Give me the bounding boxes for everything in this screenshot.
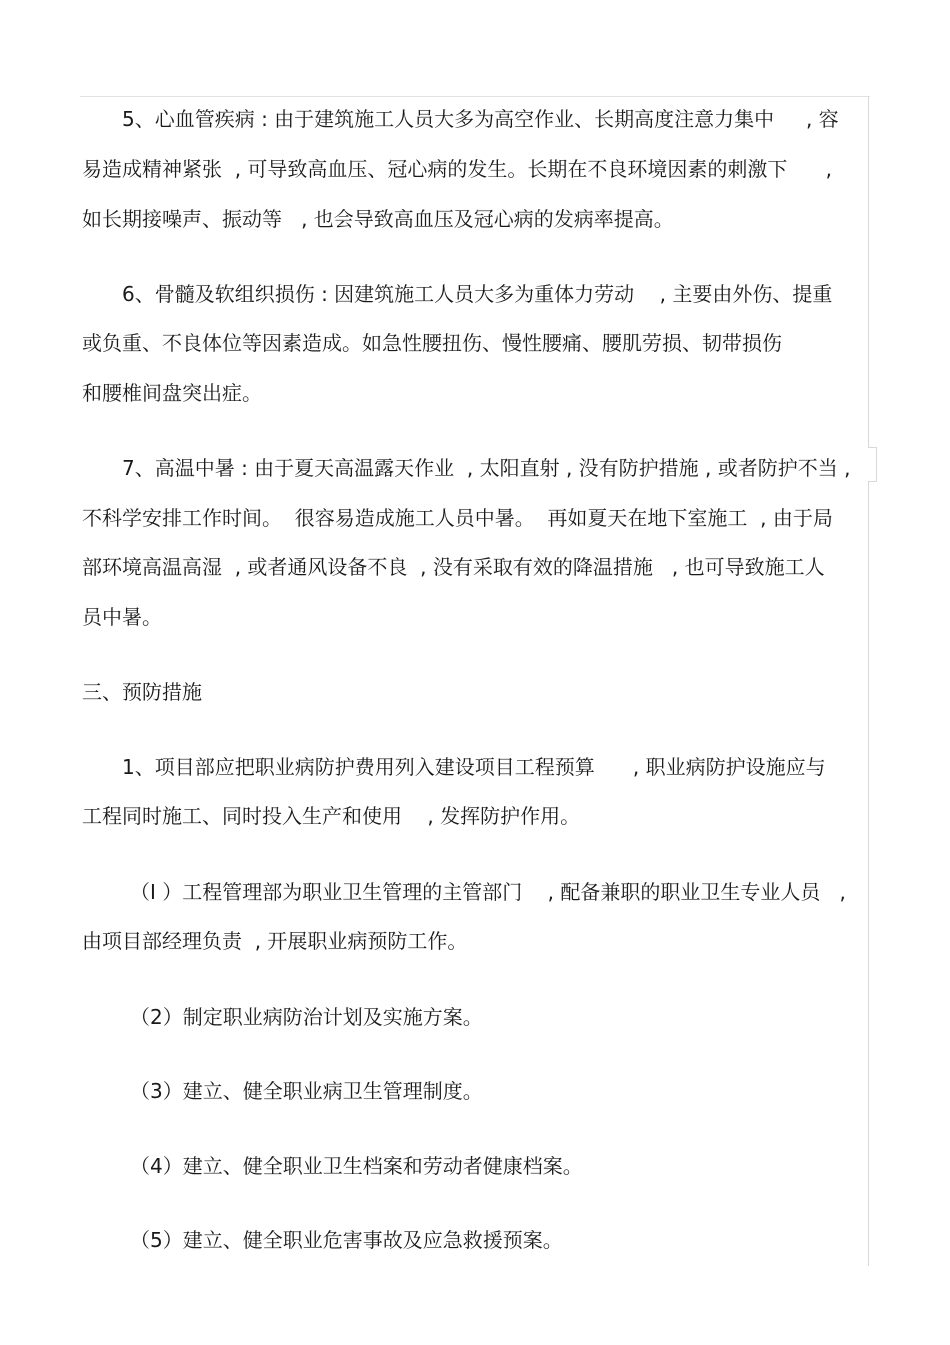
para-7-line-2: 不科学安排工作时间。 很容易造成施工人员中暑。 再如夏天在地下室施工 , 由于局 (82, 506, 833, 530)
sub-item-3: （3）建立、健全职业病卫生管理制度。 (130, 1079, 483, 1103)
para-7-line-1: 7、高温中暑 : 由于夏天高温露天作业 , 太阳直射 , 没有防护措施 , 或者防护不当 , (122, 456, 851, 480)
item-1-line-2: 工程同时施工、同时投入生产和使用 , 发挥防护作用。 (82, 804, 581, 828)
para-5-line-2: 易造成精神紧张 , 可导致高血压、冠心病的发生。长期在不良环境因素的刺激下 , (82, 157, 832, 181)
page-border-notch (868, 447, 877, 482)
para-5-line-1: 5、心血管疾病 : 由于建筑施工人员大多为高空作业、长期高度注意力集中 , 容 (122, 107, 839, 131)
page-border-top (80, 96, 870, 97)
page-border-right (868, 96, 869, 1266)
sub-item-2: （2）制定职业病防治计划及实施方案。 (130, 1005, 483, 1029)
para-7-line-4: 员中暑。 (82, 605, 162, 629)
section-heading-prevention: 三、预防措施 (82, 680, 202, 704)
para-7-line-3: 部环境高温高湿 , 或者通风设备不良 , 没有采取有效的降温措施 , 也可导致施工人 (82, 555, 825, 579)
item-1-line-1: 1、项目部应把职业病防护费用列入建设项目工程预算 , 职业病防护设施应与 (122, 755, 826, 779)
para-6-line-1: 6、骨髓及软组织损伤 : 因建筑施工人员大多为重体力劳动 , 主要由外伤、提重 (122, 282, 833, 306)
sub-item-4: （4）建立、健全职业卫生档案和劳动者健康档案。 (130, 1154, 583, 1178)
para-6-line-3: 和腰椎间盘突出症。 (82, 381, 262, 405)
para-5-line-3: 如长期接噪声、振动等 , 也会导致高血压及冠心病的发病率提高。 (82, 207, 674, 231)
sub-item-1-line-2: 由项目部经理负责 , 开展职业病预防工作。 (82, 929, 468, 953)
para-6-line-2: 或负重、不良体位等因素造成。如急性腰扭伤、慢性腰痛、腰肌劳损、韧带损伤 (82, 331, 782, 355)
sub-item-1-line-1: （I ）工程管理部为职业卫生管理的主管部门 , 配备兼职的职业卫生专业人员 , (130, 880, 846, 904)
sub-item-5: （5）建立、健全职业危害事故及应急救援预案。 (130, 1228, 563, 1252)
